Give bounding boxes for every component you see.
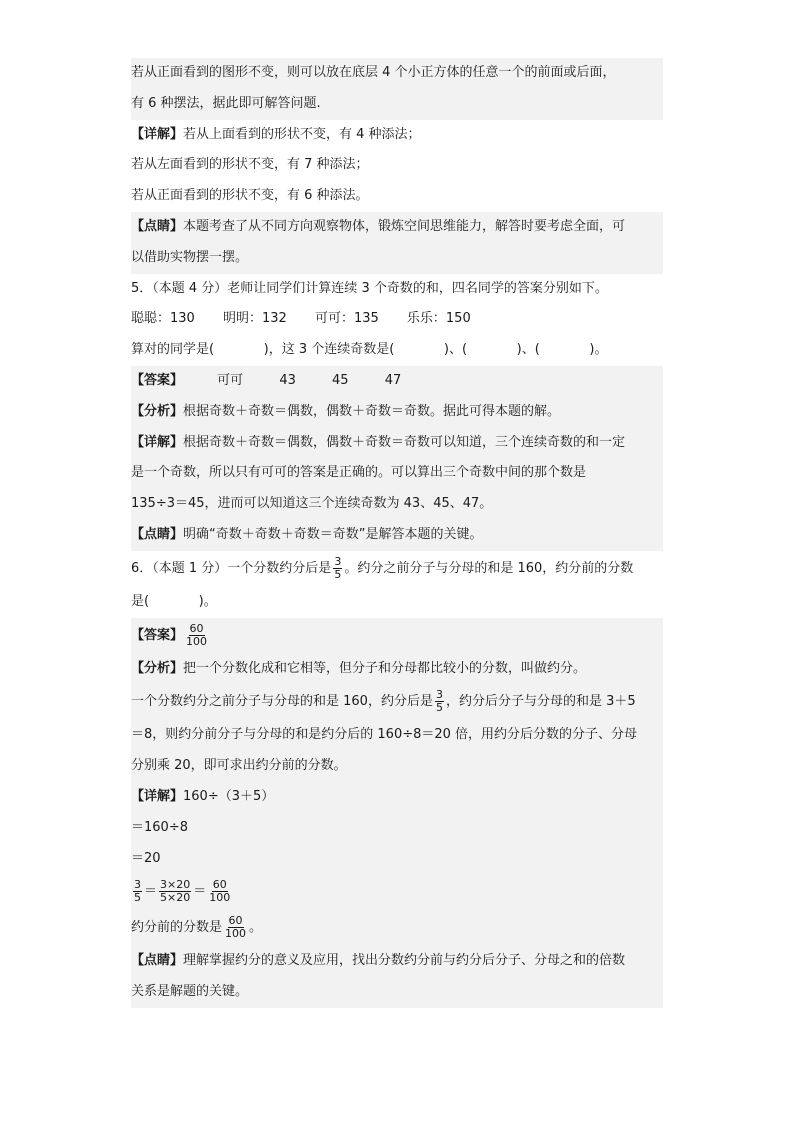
fraction bbox=[333, 556, 342, 581]
fraction bbox=[185, 623, 208, 648]
detail-line bbox=[131, 428, 663, 459]
comment-line bbox=[131, 212, 663, 243]
text-line bbox=[131, 684, 663, 720]
numerator: 3 bbox=[134, 878, 141, 892]
text: 把一个分数化成和它相等，但分子和分母都比较小的分数，叫做约分。 bbox=[183, 660, 587, 676]
text: 根据奇数＋奇数＝偶数，偶数＋奇数＝奇数可以知道，三个连续奇数的和一定 bbox=[183, 434, 626, 450]
numerator: 3 bbox=[435, 688, 443, 702]
student-answer: 乐乐：150 bbox=[406, 311, 471, 327]
text: 是一个奇数，所以只有可可的答案是正确的。可以算出三个奇数中间的那个数是 bbox=[131, 465, 587, 481]
equals-sign: ＝ bbox=[193, 884, 207, 900]
analysis-tag: 【分析】 bbox=[131, 403, 184, 419]
numerator: 60 bbox=[212, 878, 227, 892]
answer-value: 47 bbox=[384, 372, 402, 388]
question-6 bbox=[131, 551, 663, 587]
text-line bbox=[131, 720, 663, 751]
text-line bbox=[131, 181, 663, 212]
equals-sign: ＝ bbox=[144, 884, 158, 900]
result-line bbox=[131, 910, 663, 946]
text-line bbox=[131, 813, 663, 844]
text: ＝160÷8 bbox=[131, 819, 188, 835]
denominator: 5 bbox=[334, 567, 342, 581]
text: 明确“奇数＋奇数＋奇数＝奇数”是解答本题的关键。 bbox=[183, 526, 483, 542]
text: 若从正面看到的形状不变，有 6 种添法。 bbox=[131, 188, 369, 204]
text-line bbox=[131, 458, 663, 489]
document-content bbox=[131, 58, 663, 1008]
detail-line bbox=[131, 120, 663, 151]
fraction bbox=[133, 879, 142, 904]
text-line bbox=[131, 977, 663, 1008]
answer-value: 可可 bbox=[217, 372, 244, 388]
equation-line bbox=[131, 874, 663, 910]
answer-line bbox=[131, 618, 663, 654]
text: 分别乘 20，即可求出约分前的分数。 bbox=[131, 758, 347, 774]
question-text: 是( )。 bbox=[131, 593, 217, 609]
numerator: 3 bbox=[334, 554, 342, 568]
comment-tag: 【点睛】 bbox=[131, 526, 184, 542]
text: 160÷（3＋5） bbox=[183, 788, 275, 804]
answer-tag: 【答案】 bbox=[131, 372, 184, 388]
text-line bbox=[131, 58, 663, 89]
denominator: 5 bbox=[435, 701, 443, 715]
text: 若从正面看到的图形不变，则可以放在底层 4 个小正方体的任意一个的前面或后面， bbox=[131, 65, 616, 80]
text-line bbox=[131, 150, 663, 181]
comment-line bbox=[131, 946, 663, 977]
fill-blank-line bbox=[131, 587, 663, 618]
text-line bbox=[131, 751, 663, 782]
student-answer: 明明：132 bbox=[222, 311, 287, 327]
text: 一个分数约分之前分子与分母的和是 160，约分后是 bbox=[131, 694, 433, 710]
analysis-line bbox=[131, 397, 663, 428]
text: 约分前的分数是 bbox=[131, 920, 223, 936]
text-line bbox=[131, 489, 663, 520]
answer-value: 43 bbox=[279, 372, 296, 388]
text: 。 bbox=[249, 920, 263, 936]
detail-line bbox=[131, 782, 663, 813]
student-answers bbox=[131, 304, 663, 335]
student-answer: 可可：135 bbox=[314, 311, 379, 327]
detail-tag: 【详解】 bbox=[131, 126, 184, 142]
fraction bbox=[159, 879, 191, 904]
text: ＝20 bbox=[131, 850, 161, 866]
analysis-line bbox=[131, 654, 663, 685]
comment-tag: 【点睛】 bbox=[131, 218, 184, 234]
answer-tag: 【答案】 bbox=[131, 627, 184, 643]
question-text: 算对的同学是( )，这 3 个连续奇数是( )、( )、( )。 bbox=[131, 342, 608, 358]
numerator: 60 bbox=[189, 621, 204, 635]
fill-blank-line bbox=[131, 335, 663, 366]
detail-tag: 【详解】 bbox=[131, 788, 184, 804]
denominator: 5 bbox=[134, 891, 141, 905]
text-line bbox=[131, 844, 663, 875]
question-5 bbox=[131, 274, 663, 305]
answer-value: 45 bbox=[332, 372, 349, 388]
text: 本题考查了从不同方向观察物体，锻炼空间思维能力，解答时要考虑全面，可 bbox=[183, 218, 626, 234]
student-answer: 聪聪：130 bbox=[131, 311, 195, 327]
question-text: 6．（本题 1 分）一个分数约分后是 bbox=[131, 560, 332, 576]
denominator: 100 bbox=[186, 634, 208, 648]
denominator: 100 bbox=[225, 927, 247, 941]
text-line bbox=[131, 243, 663, 274]
comment-line bbox=[131, 520, 663, 551]
numerator: 3×20 bbox=[160, 878, 191, 892]
analysis-tag: 【分析】 bbox=[131, 660, 184, 676]
text: 若从左面看到的形状不变，有 7 种添法； bbox=[131, 157, 369, 173]
question-text: 5．（本题 4 分）老师让同学们计算连续 3 个奇数的和，四名同学的答案分别如下。 bbox=[131, 280, 608, 296]
fraction bbox=[224, 915, 247, 940]
text: 若从上面看到的形状不变，有 4 种添法； bbox=[183, 126, 421, 142]
text: 有 6 种摆法，据此即可解答问题. bbox=[131, 95, 321, 111]
answer-line bbox=[131, 366, 663, 397]
numerator: 60 bbox=[228, 914, 243, 928]
text-line bbox=[131, 89, 663, 120]
detail-tag: 【详解】 bbox=[131, 434, 184, 450]
text: 关系是解题的关键。 bbox=[131, 984, 249, 1000]
text: 根据奇数＋奇数＝偶数，偶数＋奇数＝奇数。据此可得本题的解。 bbox=[183, 403, 561, 419]
denominator: 5×20 bbox=[160, 891, 191, 905]
text: ＝8，则约分前分子与分母的和是约分后的 160÷8＝20 倍，用约分后分数的分子、分母 bbox=[131, 727, 638, 743]
fraction bbox=[435, 689, 444, 714]
comment-tag: 【点睛】 bbox=[131, 953, 184, 969]
question-text: 。约分之前分子与分母的和是 160，约分前的分数 bbox=[344, 560, 634, 576]
text: 135÷3＝45，进而可以知道这三个连续奇数为 43、45、47。 bbox=[131, 496, 493, 512]
text: 以借助实物摆一摆。 bbox=[131, 249, 249, 265]
text: 理解掌握约分的意义及应用，找出分数约分前与约分后分子、分母之和的倍数 bbox=[183, 953, 626, 969]
fraction bbox=[208, 879, 231, 904]
text: ，约分后分子与分母的和是 3＋5 bbox=[445, 694, 636, 710]
denominator: 100 bbox=[209, 891, 231, 905]
